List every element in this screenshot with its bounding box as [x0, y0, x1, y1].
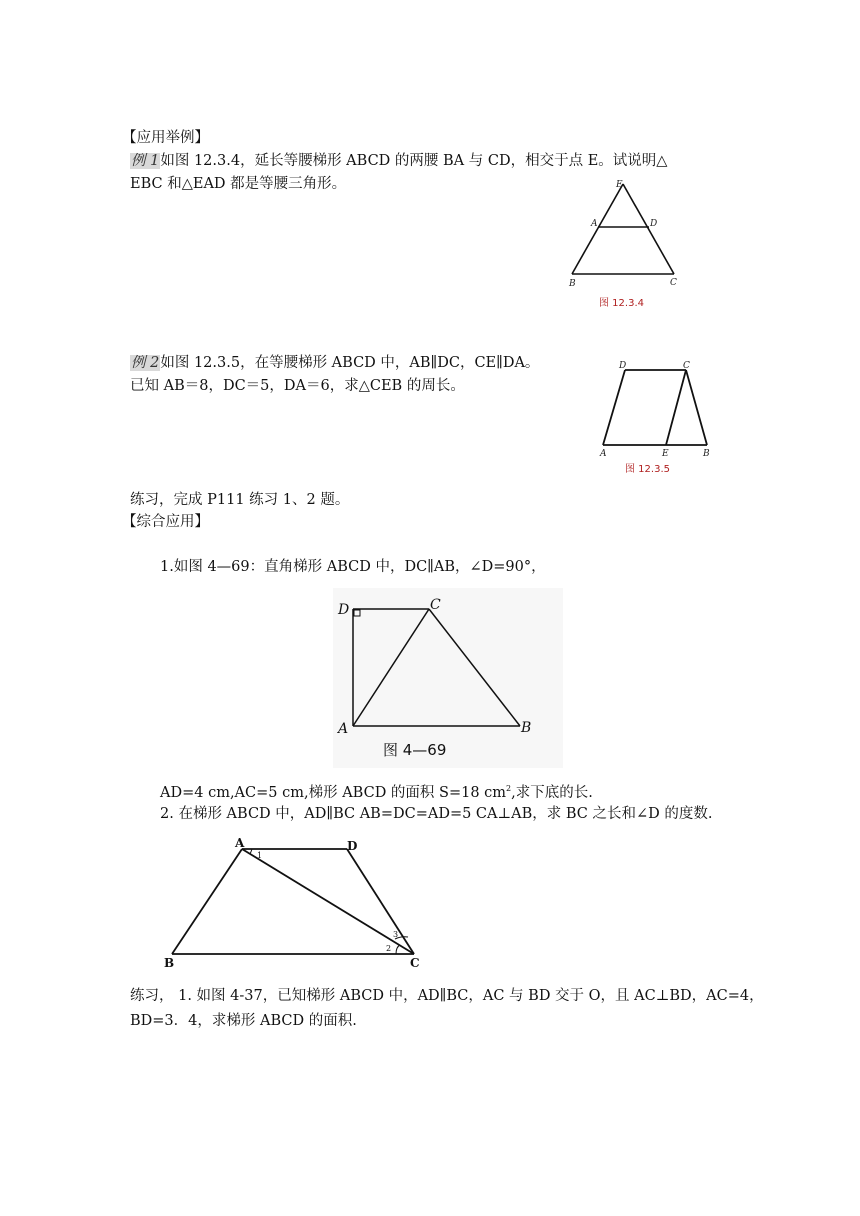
side-ab — [172, 849, 242, 954]
figure-caption: 图 4—69 — [383, 741, 447, 759]
label-b: B — [164, 956, 175, 970]
angle-label-1: 1 — [257, 851, 263, 860]
question-2-text: 2. 在梯形 ABCD 中，AD∥BC AB=DC=AD=5 CA⊥AB，求 BC 之长和∠D 的度数. — [160, 806, 713, 822]
side-ec — [623, 184, 674, 274]
example-1-line-1 — [130, 151, 667, 171]
unit-superscript: 2 — [506, 784, 512, 793]
label-a: A — [591, 219, 598, 229]
label-d: D — [338, 602, 350, 618]
label-c: C — [683, 361, 690, 371]
example-1-text-1: 如图 12.3.4，延长等腰梯形 ABCD 的两腰 BA 与 CD，相交于点 E。试说明△ — [160, 153, 668, 169]
figure-12-3-5 — [595, 356, 715, 481]
example-1-tag: 例 1 — [131, 153, 160, 169]
label-b: B — [703, 449, 710, 459]
label-b: B — [521, 720, 532, 736]
angle-label-3: 3 — [393, 930, 399, 939]
label-a: A — [235, 836, 245, 850]
label-d: D — [347, 839, 358, 853]
angle-arc-2 — [396, 945, 400, 954]
question-1-ask: ,求下底的长. — [511, 784, 593, 801]
section-heading-comprehensive: 【综合应用】 — [122, 514, 209, 530]
label-c: C — [410, 956, 420, 970]
example-1-line-2: EBC 和△EAD 都是等腰三角形。 — [130, 176, 347, 192]
figure-caption: 图 12.3.5 — [625, 464, 670, 475]
section-heading-apply: 【应用举例】 — [122, 130, 209, 146]
label-b: B — [569, 279, 576, 289]
example-2-line-1 — [130, 353, 539, 373]
question-1-conditions-text: AD=4 cm,AC=5 cm,梯形 ABCD 的面积 S=18 cm — [160, 784, 507, 801]
side-cb — [686, 370, 707, 445]
label-c: C — [670, 278, 677, 288]
practice-2-line-1: 练习， 1. 如图 4-37，已知梯形 ABCD 中，AD∥BC，AC 与 BD 交于 O，且 AC⊥BD，AC=4， — [130, 988, 764, 1004]
question-1-conditions — [160, 779, 593, 803]
side-eb — [572, 184, 623, 274]
segment-ce — [666, 370, 686, 445]
label-c: C — [430, 597, 441, 613]
label-e: E — [616, 180, 623, 190]
practice-line-1: 练习，完成 P111 练习 1、2 题。 — [130, 492, 350, 508]
angle-label-2: 2 — [386, 944, 392, 953]
example-2-text-1: 如图 12.3.5，在等腰梯形 ABCD 中，AB∥DC，CE∥DA。 — [160, 355, 540, 371]
example-2-line-2: 已知 AB＝8，DC＝5，DA＝6，求△CEB 的周长。 — [130, 378, 465, 394]
practice-2-line-2: BD=3．4，求梯形 ABCD 的面积. — [130, 1013, 357, 1029]
figure-4-69 — [333, 588, 563, 768]
side-da — [603, 370, 625, 445]
label-e: E — [662, 449, 669, 459]
label-d: D — [650, 219, 658, 229]
figure-question-2 — [160, 834, 430, 974]
figure-12-3-4 — [562, 178, 702, 313]
diagonal-ac — [242, 849, 414, 954]
figure-caption: 图 12.3.4 — [599, 298, 644, 309]
label-d: D — [619, 361, 627, 371]
example-2-tag: 例 2 — [131, 355, 160, 371]
label-a: A — [338, 721, 349, 737]
label-a: A — [600, 449, 607, 459]
question-1-intro: 1.如图 4—69：直角梯形 ABCD 中，DC∥AB，∠D=90°， — [160, 559, 546, 575]
side-dc — [347, 849, 414, 954]
